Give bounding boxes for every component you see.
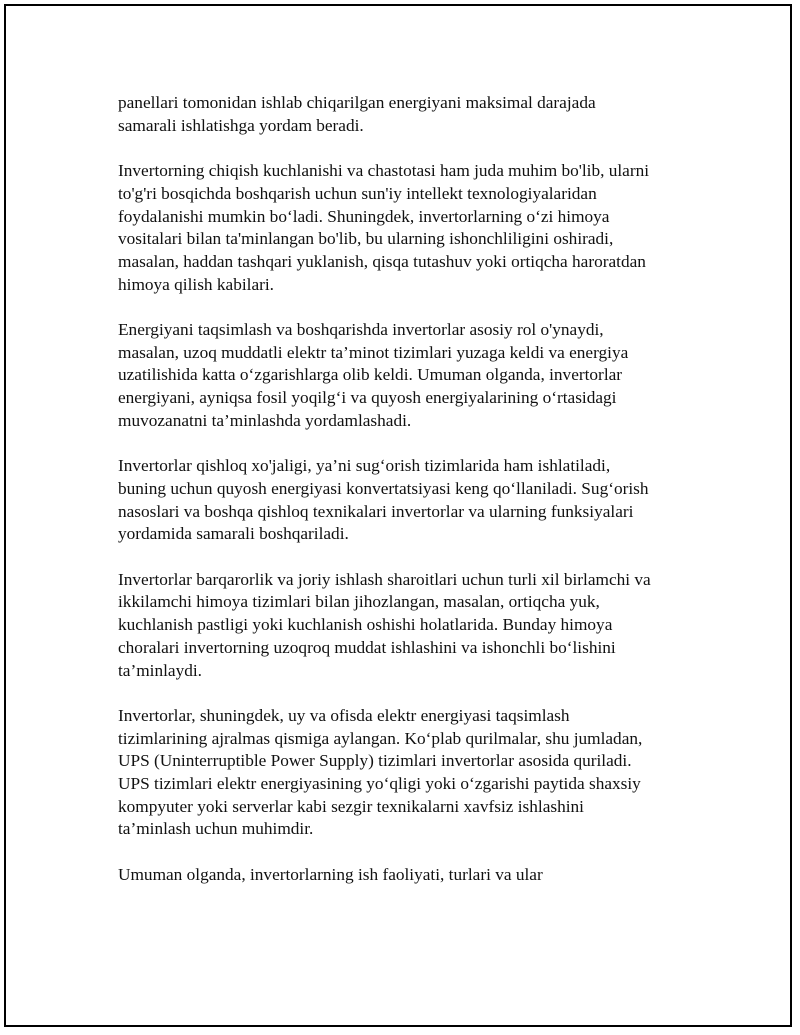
paragraph — [118, 92, 698, 137]
text-line: foydalanishi mumkin bo‘ladi. Shuningdek, invertorlarning o‘zi himoya — [118, 206, 610, 226]
text-line: Energiyani taqsimlash va boshqarishda invertorlar asosiy rol o'ynaydi, — [118, 320, 604, 339]
text-line: ta’minlaydi. — [118, 660, 202, 680]
text-line: tizimlarining ajralmas qismiga aylangan. Ko‘plab qurilmalar, shu jumladan, — [118, 728, 643, 748]
text-line: vositalari bilan ta'minlangan bo'lib, bu ularning ishonchliligini oshiradi, — [118, 229, 614, 249]
text-line: himoya qilish kabilari. — [118, 274, 274, 294]
text-line: Invertorlar barqarorlik va joriy ishlash sharoitlari uchun turli xil birlamchi va — [118, 569, 651, 589]
text-line: kompyuter yoki serverlar kabi sezgir texnikalarni xavfsiz ishlashini — [118, 796, 584, 816]
text-line: energiyani, ayniqsa fosil yoqilg‘i va quyosh energiyalarining o‘rtasidagi — [118, 388, 617, 408]
text-line: samarali ishlatishga yordam beradi. — [118, 115, 364, 135]
text-line: Invertorlar qishloq xo'jaligi, ya’ni sug‘orish tizimlarida ham ishlatiladi, — [118, 456, 611, 476]
paragraph — [118, 569, 698, 683]
text-line: to'g'ri bosqichda boshqarish uchun sun'iy intellekt texnologiyalaridan — [118, 183, 597, 203]
text-line: choralari invertorning uzoqroq muddat ishlashini va ishonchli bo‘lishini — [118, 637, 616, 657]
text-line: uzatilishida katta o‘zgarishlarga olib keldi. Umuman olganda, invertorlar — [118, 365, 623, 385]
text-line: buning uchun quyosh energiyasi konvertatsiyasi keng qo‘llaniladi. Sug‘orish — [118, 478, 649, 498]
text-line: Umuman olganda, invertorlarning ish faoliyati, turlari va ular — [118, 864, 543, 884]
text-line: masalan, haddan tashqari yuklanish, qisqa tutashuv yoki ortiqcha haroratdan — [118, 251, 646, 271]
text-line: UPS (Uninterruptible Power Supply) tizimlari invertorlar asosida quriladi. — [118, 751, 632, 771]
text-line: muvozanatni ta’minlashda yordamlashadi. — [118, 410, 412, 430]
document-body — [118, 92, 698, 909]
text-line: kuchlanish pastligi yoki kuchlanish oshishi holatlarida. Bunday himoya — [118, 615, 613, 635]
paragraph — [118, 864, 698, 887]
paragraph — [118, 319, 698, 433]
text-line: ikkilamchi himoya tizimlari bilan jihozlangan, masalan, ortiqcha yuk, — [118, 592, 600, 612]
paragraph — [118, 705, 698, 841]
text-line: yordamida samarali boshqariladi. — [118, 524, 349, 544]
text-line: panellari tomonidan ishlab chiqarilgan energiyani maksimal darajada — [118, 93, 596, 112]
text-line: nasoslari va boshqa qishloq texnikalari invertorlar va ularning funksiyalari — [118, 501, 634, 521]
paragraph — [118, 160, 698, 296]
text-line: Invertorlar, shuningdek, uy va ofisda elektr energiyasi taqsimlash — [118, 705, 570, 725]
text-line: ta’minlash uchun muhimdir. — [118, 819, 314, 839]
paragraph — [118, 455, 698, 546]
text-line: masalan, uzoq muddatli elektr ta’minot tizimlari yuzaga keldi va energiya — [118, 342, 629, 362]
text-line: UPS tizimlari elektr energiyasining yo‘qligi yoki o‘zgarishi paytida shaxsiy — [118, 774, 641, 794]
text-line: Invertorning chiqish kuchlanishi va chastotasi ham juda muhim bo'lib, ularni — [118, 161, 650, 181]
